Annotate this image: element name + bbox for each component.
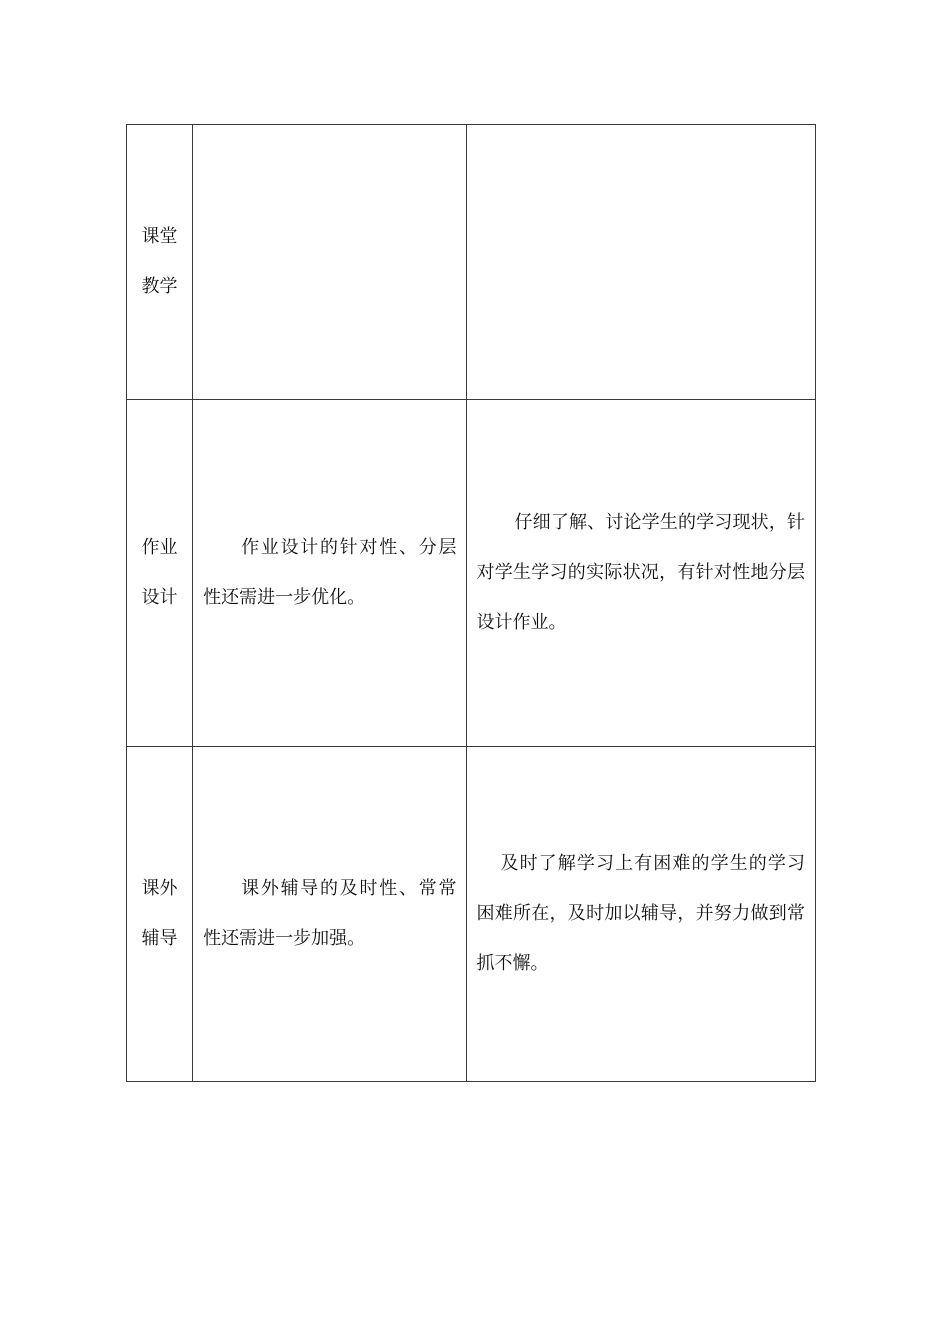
row-label-line: 课外 — [141, 878, 178, 899]
measure-cell — [467, 125, 816, 400]
row-label-cell — [127, 400, 193, 747]
row-label-cell — [127, 747, 193, 1082]
row-label-cell — [127, 125, 193, 400]
row-label-line: 教学 — [141, 276, 178, 297]
row-label-line: 作业 — [141, 537, 178, 558]
row-label-line: 课堂 — [141, 226, 178, 247]
table-row-homework-design — [127, 400, 816, 747]
problem-text: 作业设计的针对性、分层性还需进一步优化。 — [203, 537, 457, 608]
measure-text: 及时了解学习上有困难的学生的学习困难所在，及时加以辅导，并努力做到常抓不懈。 — [476, 853, 805, 974]
problem-cell — [193, 400, 467, 747]
problem-text: 课外辅导的及时性、常常性还需进一步加强。 — [203, 878, 457, 949]
problem-cell — [193, 125, 467, 400]
table-row-extracurricular-tutoring — [127, 747, 816, 1082]
evaluation-table — [126, 124, 816, 1082]
measure-cell — [467, 400, 816, 747]
row-label-line: 辅导 — [141, 928, 178, 949]
problem-cell — [193, 747, 467, 1082]
table-row-classroom-teaching — [127, 125, 816, 400]
row-label-line: 设计 — [141, 587, 178, 608]
measure-text: 仔细了解、讨论学生的学习现状，针对学生学习的实际状况，有针对性地分层设计作业。 — [476, 512, 805, 633]
measure-cell — [467, 747, 816, 1082]
